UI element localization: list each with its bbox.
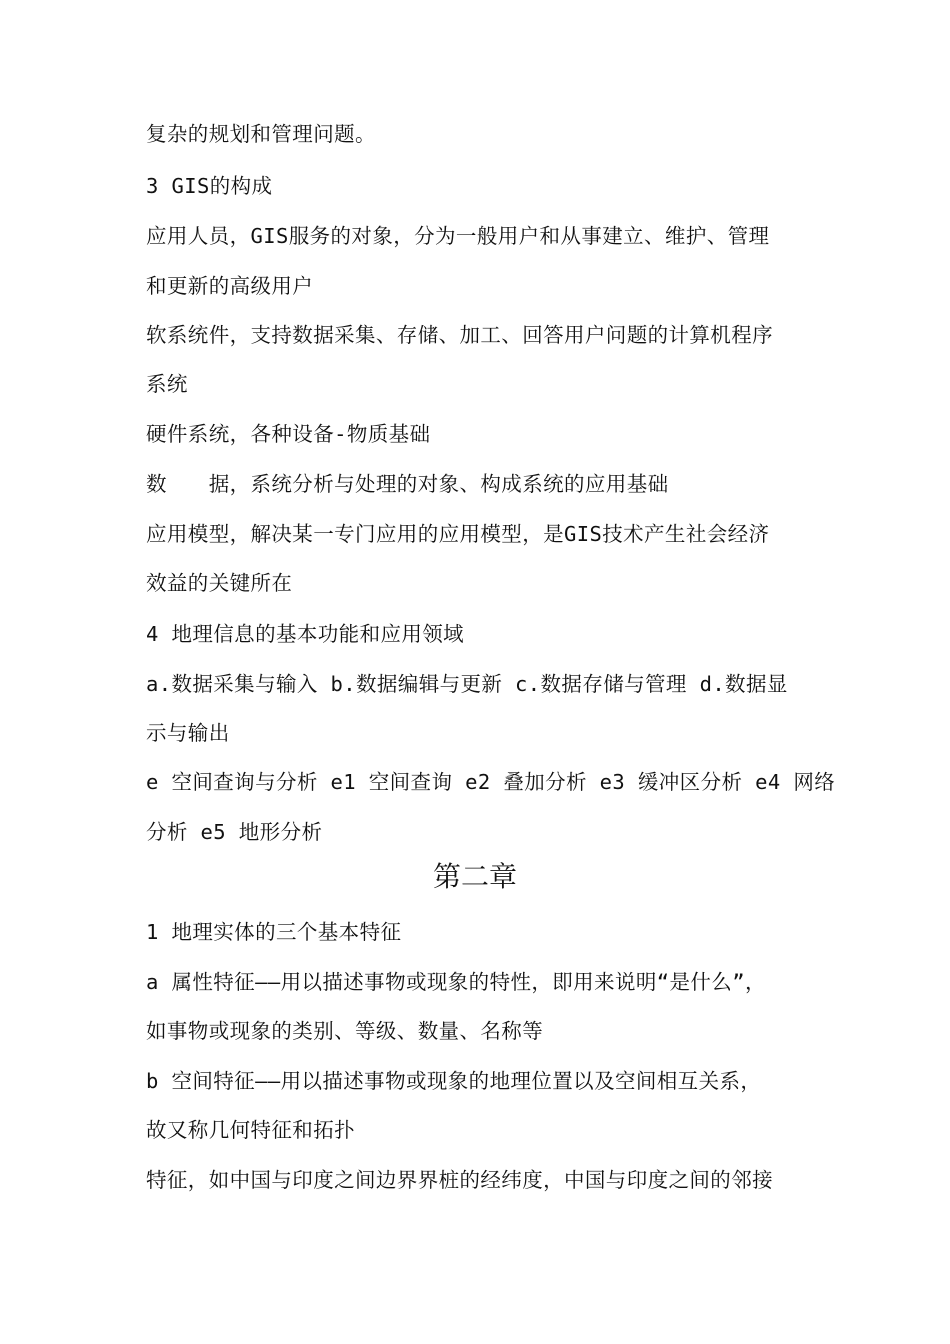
text-line: b 空间特征——用以描述事物或现象的地理位置以及空间相互关系，: [146, 1069, 762, 1093]
text-line: a 属性特征——用以描述事物或现象的特性，即用来说明“是什么”，: [146, 970, 766, 994]
text-line: 如事物或现象的类别、等级、数量、名称等: [146, 1019, 544, 1043]
section-title: 1 地理实体的三个基本特征: [146, 920, 402, 944]
section-title: 4 地理信息的基本功能和应用领域: [146, 622, 465, 646]
text-line: 软系统件，支持数据采集、存储、加工、回答用户问题的计算机程序: [146, 323, 773, 347]
text-line: 特征，如中国与印度之间边界界桩的经纬度，中国与印度之间的邻接: [146, 1168, 773, 1192]
text-line: e 空间查询与分析 e1 空间查询 e2 叠加分析 e3 缓冲区分析 e4 网络: [146, 770, 836, 794]
text-line: 应用人员，GIS服务的对象，分为一般用户和从事建立、维护、管理: [146, 224, 770, 248]
section-title: 3 GIS的构成: [146, 174, 273, 198]
text-line: a.数据采集与输入 b.数据编辑与更新 c.数据存储与管理 d.数据显: [146, 672, 788, 696]
text-line: 数 据，系统分析与处理的对象、构成系统的应用基础: [146, 472, 669, 496]
chapter-heading: 第二章: [432, 860, 517, 893]
text-line: 示与输出: [146, 721, 230, 745]
text-line: 分析 e5 地形分析: [146, 820, 323, 844]
text-line: 故又称几何特征和拓扑: [146, 1118, 355, 1142]
text-line: 和更新的高级用户: [146, 274, 314, 298]
text-line: 复杂的规划和管理问题。: [146, 122, 376, 146]
text-line: 效益的关键所在: [146, 571, 293, 595]
text-line: 系统: [146, 372, 188, 396]
text-line: 硬件系统，各种设备-物质基础: [146, 422, 431, 446]
text-line: 应用模型，解决某一专门应用的应用模型，是GIS技术产生社会经济: [146, 522, 770, 546]
